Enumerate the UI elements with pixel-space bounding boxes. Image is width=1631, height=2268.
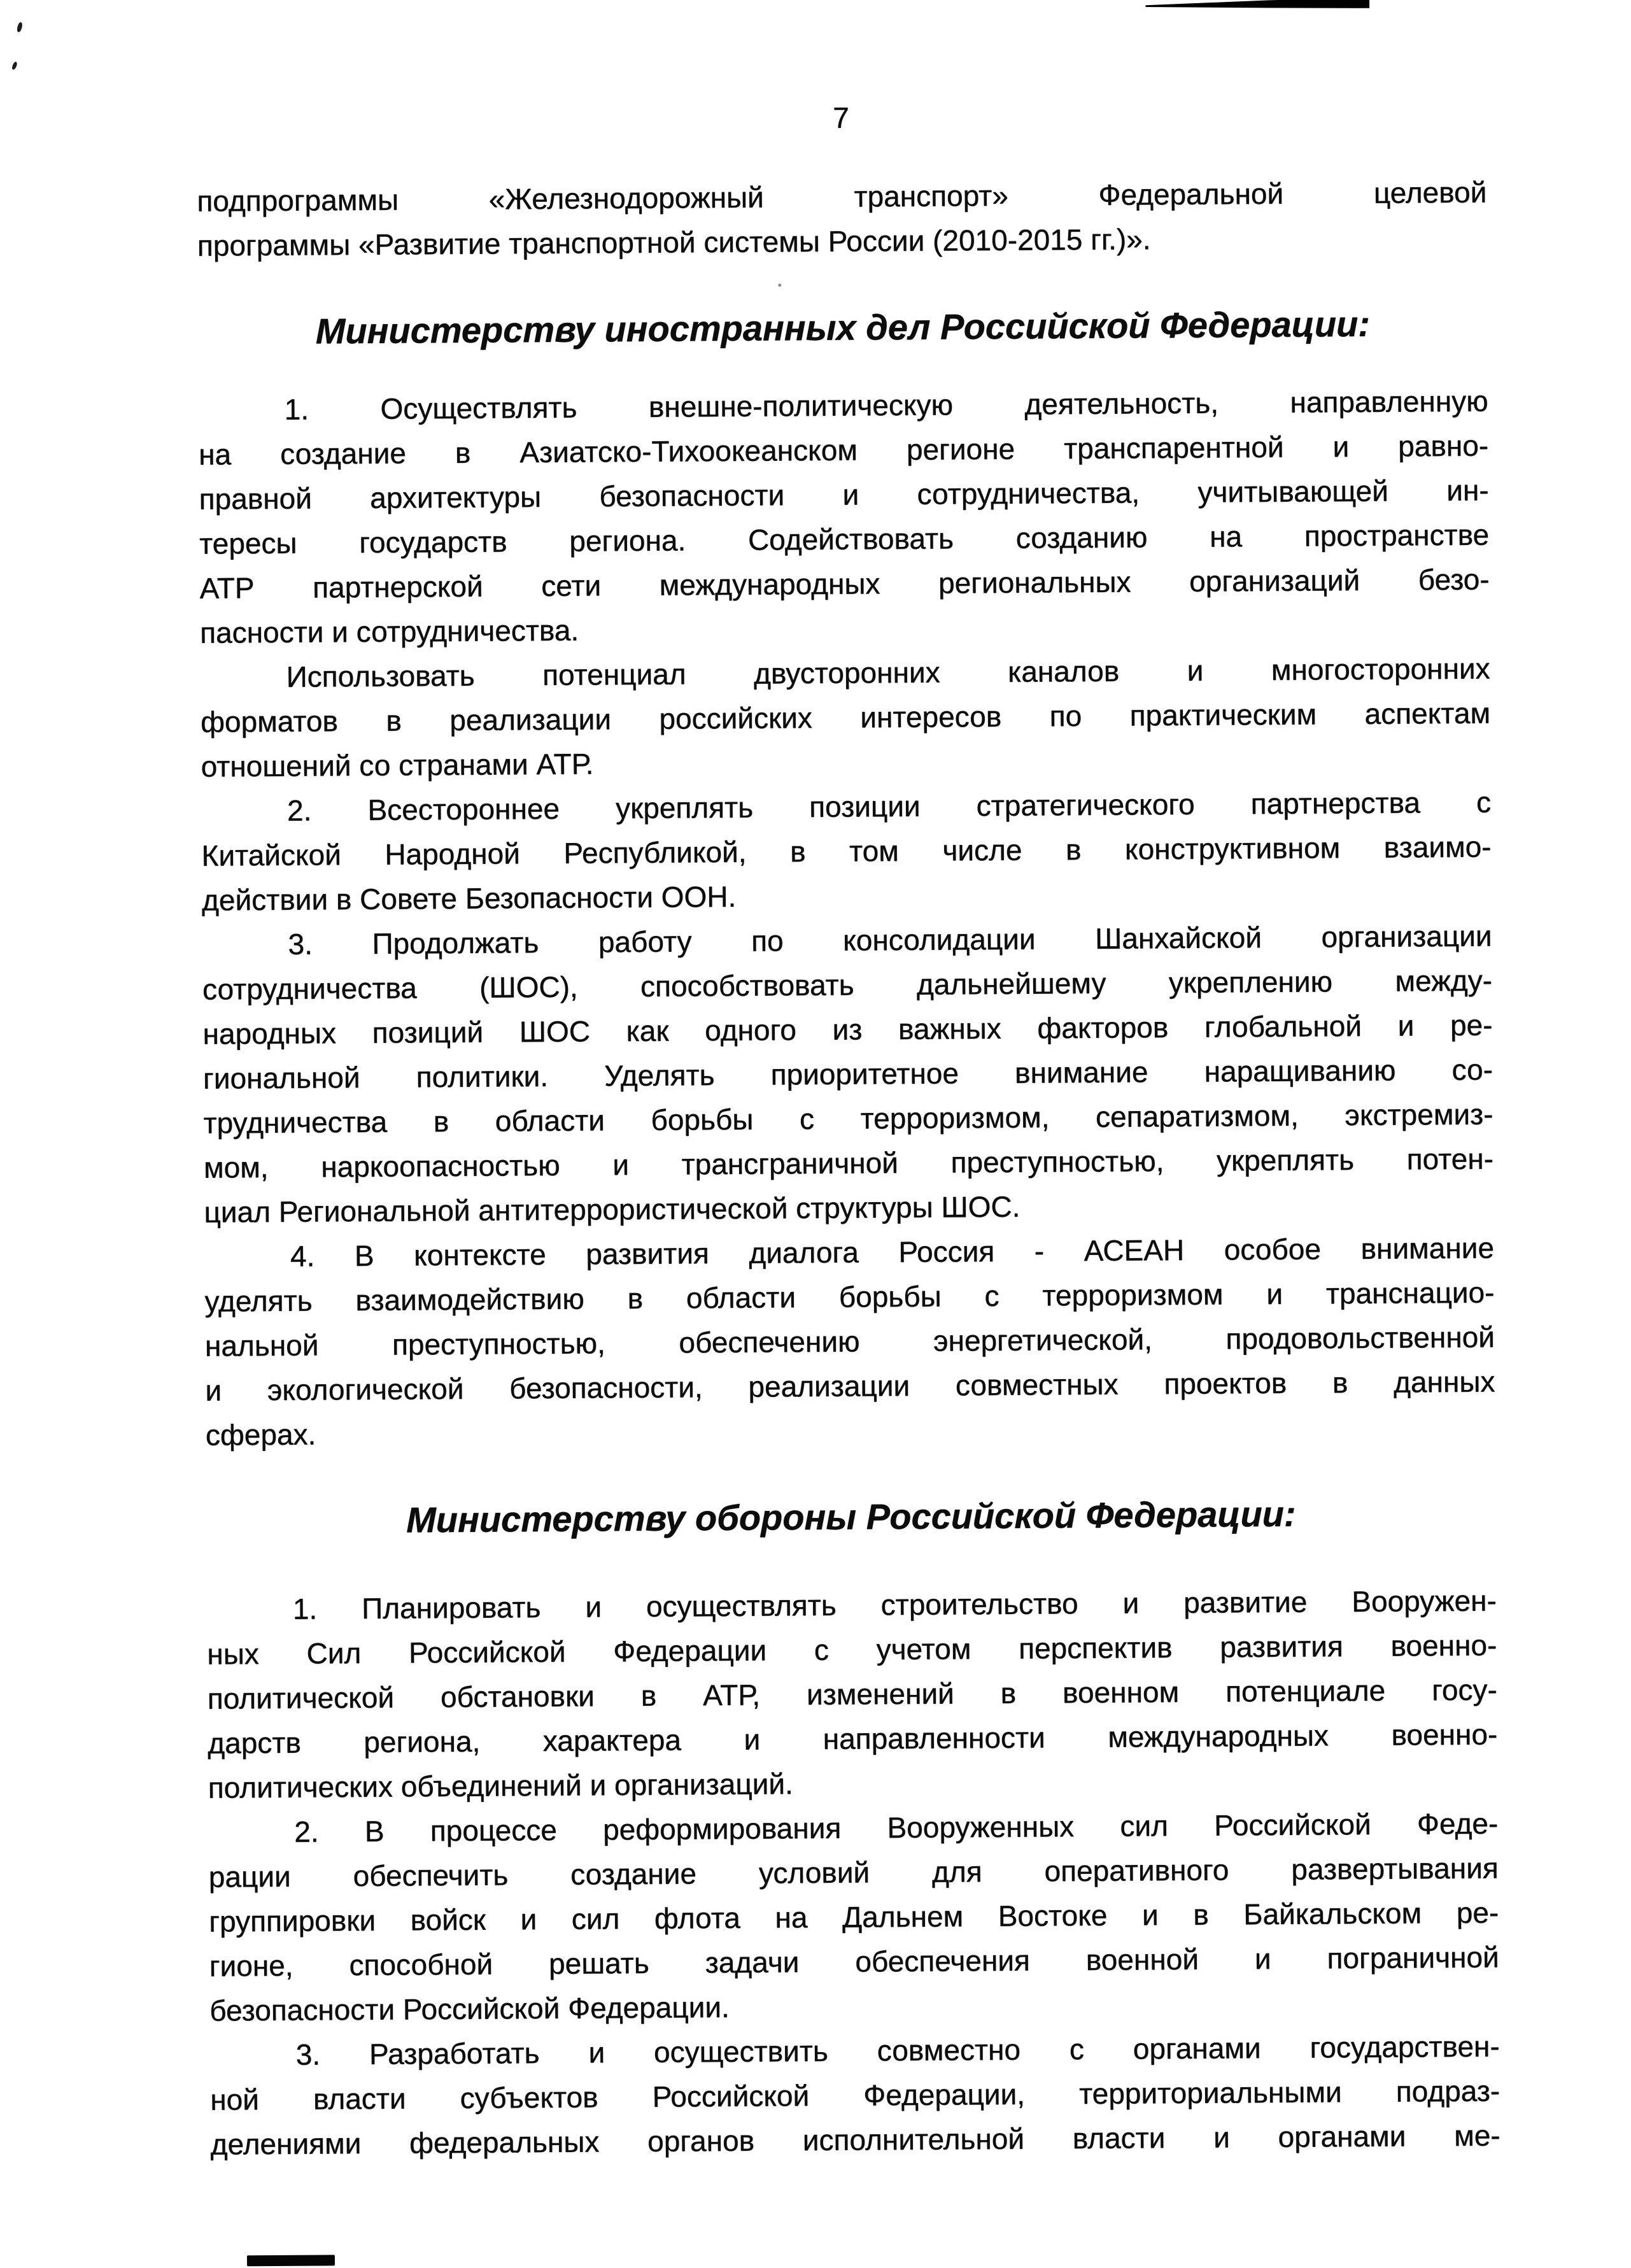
text-line: сферах. [206, 1404, 1495, 1457]
document-body [197, 170, 1500, 2167]
paragraph [204, 1226, 1495, 1457]
text-line: мом, наркоопасностью и трансграничной преступностью, укреплять потен- [204, 1137, 1493, 1190]
scan-artifact-top-line [1145, 0, 1369, 10]
text-line: рации обеспечить создание условий для оперативного развертывания [209, 1846, 1499, 1899]
text-line: и экологической безопасности, реализации совместных проектов в данных [205, 1359, 1495, 1413]
text-line: на создание в Азиатско-Тихоокеанском регионе транспарентной и равно- [199, 423, 1488, 477]
text-line: ных Сил Российской Федерации с учетом перспектив развития военно- [207, 1623, 1497, 1676]
text-line: 4. В контексте развития диалога Россия - АСЕАН особое внимание [204, 1226, 1494, 1279]
paragraph [207, 1578, 1498, 1810]
text-line: 3. Продолжать работу по консолидации Шанхайской организации [202, 914, 1492, 967]
text-line: сотрудничества (ШОС), способствовать дальнейшему укреплению между- [202, 958, 1492, 1012]
paragraph [209, 2024, 1500, 2167]
text-line: АТР партнерской сети международных региональных организаций безо- [199, 557, 1489, 611]
text-line: 1. Планировать и осуществлять строительство и развитие Вооружен- [207, 1578, 1497, 1632]
text-line: гиональной политики. Уделять приоритетное внимание наращиванию со- [203, 1047, 1493, 1101]
text-line: отношений со странами АТР. [201, 735, 1490, 789]
paragraph [208, 1801, 1499, 2033]
text-line: пасности и сотрудничества. [200, 602, 1490, 655]
text-line: правной архитектуры безопасности и сотрудничества, учитывающей ин- [199, 468, 1488, 521]
text-line: политической обстановки в АТР, изменений в военном потенциале госу- [208, 1668, 1497, 1721]
text-line: дарств региона, характера и направленности международных военно- [208, 1712, 1497, 1766]
text-line: действии в Совете Безопасности ООН. [202, 869, 1492, 923]
section-heading: Министерству обороны Российской Федерации: [206, 1491, 1496, 1544]
paragraph [202, 914, 1493, 1235]
text-line: группировки войск и сил флота на Дальнем Востоке и в Байкальском ре- [209, 1890, 1499, 1944]
text-line: тересы государств региона. Содействовать созданию на пространстве [199, 513, 1489, 566]
text-line: уделять взаимодействию в области борьбы с терроризмом и транснацио- [204, 1270, 1494, 1324]
text-line: ной власти субъектов Российской Федерации, территориальными подраз- [210, 2069, 1500, 2122]
text-line: народных позиций ШОС как одного из важных факторов глобальной и ре- [202, 1003, 1492, 1056]
text-line: Китайской Народной Республикой, в том числе в конструктивном взаимо- [201, 825, 1491, 878]
scan-speck [16, 22, 23, 32]
text-line: гионе, способной решать задачи обеспечения военной и пограничной [209, 1935, 1499, 1988]
document-text-block [196, 91, 1500, 2167]
text-line: 1. Осуществлять внешне-политическую деятельность, направленную [198, 379, 1488, 432]
text-line: подпрограммы «Железнодорожный транспорт» Федеральной целевой [197, 170, 1486, 223]
text-line: форматов в реализации российских интересов по практическим аспектам [201, 691, 1490, 744]
page-number: 7 [196, 91, 1486, 145]
text-line: 2. В процессе реформирования Вооруженных сил Российской Феде- [208, 1801, 1498, 1855]
scan-speck [11, 61, 18, 70]
paragraph [198, 379, 1490, 655]
text-line: программы «Развитие транспортной системы России (2010-2015 гг.)». [197, 215, 1487, 268]
text-line: нальной преступностью, обеспечению энергетической, продовольственной [205, 1315, 1495, 1368]
text-line: безопасности Российской Федерации. [209, 1980, 1499, 2033]
text-line: 3. Разработать и осуществить совместно с органами государствен- [209, 2024, 1499, 2078]
text-line: делениями федеральных органов исполнительной власти и органами ме- [210, 2113, 1500, 2167]
text-line: трудничества в области борьбы с терроризмом, сепаратизмом, экстремиз- [203, 1092, 1493, 1145]
paragraph [200, 646, 1490, 789]
text-line: циал Региональной антитеррористической структуры ШОС. [204, 1181, 1493, 1235]
paragraph [197, 170, 1487, 268]
section-heading: Министерству иностранных дел Российской Федерации: [198, 301, 1488, 355]
text-line: 2. Всестороннее укреплять позиции стратегического партнерства с [201, 780, 1491, 833]
scan-artifact-bottom-mark [247, 2255, 335, 2266]
paragraph [201, 780, 1492, 923]
text-line: политических объединений и организаций. [208, 1757, 1498, 1810]
text-line: Использовать потенциал двусторонних каналов и многосторонних [200, 646, 1490, 700]
